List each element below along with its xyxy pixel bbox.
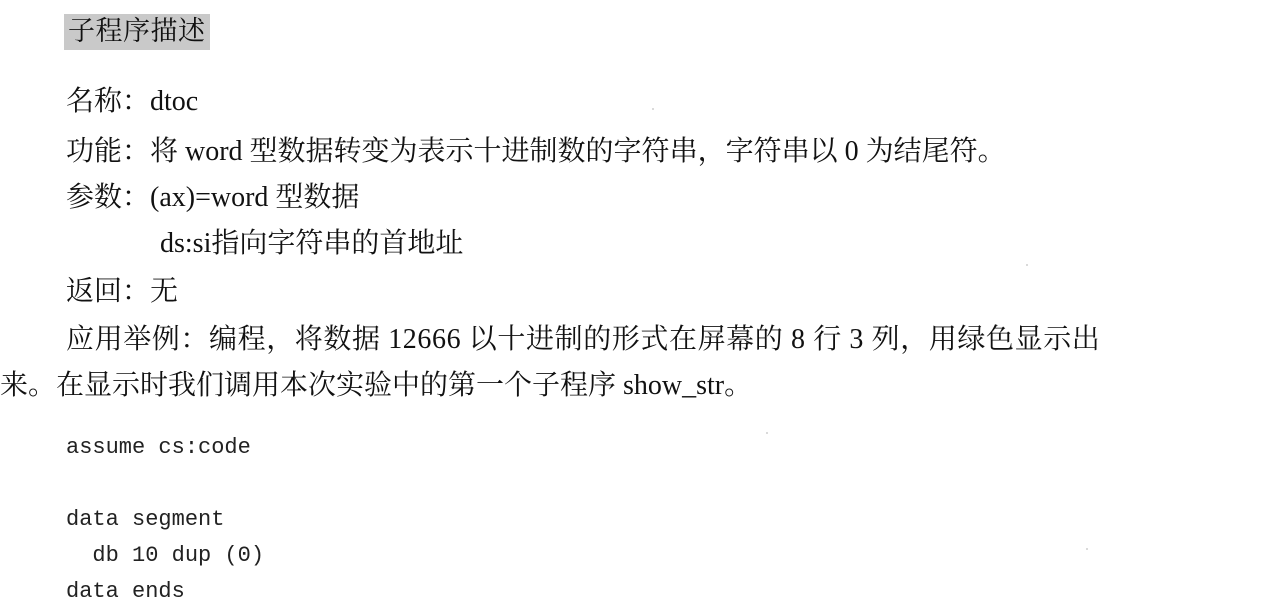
params-value-2: ds:si指向字符串的首地址: [160, 228, 464, 259]
code-line-3: db 10 dup (0): [66, 543, 265, 568]
params-row-2: [160, 226, 463, 262]
scan-speck: [766, 432, 768, 434]
scan-speck: [1086, 548, 1088, 550]
function-label: 功能：: [66, 136, 151, 167]
code-line-4: data ends: [66, 579, 185, 604]
name-row: [66, 84, 198, 120]
scan-speck: [1026, 264, 1028, 266]
params-value-1: (ax)=word 型数据: [150, 182, 360, 213]
params-row: [66, 180, 359, 216]
code-line-2: data segment: [66, 507, 225, 532]
name-label: 名称：: [66, 86, 151, 117]
example-line-2: 来。在显示时我们调用本次实验中的第一个子程序 show_str。: [0, 370, 753, 401]
return-label: 返回：: [66, 276, 151, 307]
return-value: 无: [150, 276, 179, 307]
example-line-1: 应用举例：编程，将数据 12666 以十进制的形式在屏幕的 8 行 3 列，用绿色显示出: [66, 324, 1101, 355]
scan-speck: [652, 108, 654, 110]
name-value: dtoc: [150, 86, 199, 117]
return-row: [66, 274, 178, 310]
params-label: 参数：: [66, 182, 151, 213]
function-value: 将 word 型数据转变为表示十进制数的字符串，字符串以 0 为结尾符。: [150, 136, 1006, 167]
code-line-1: assume cs:code: [66, 435, 251, 460]
function-row: [66, 134, 1006, 170]
section-heading: 子程序描述: [64, 14, 210, 50]
